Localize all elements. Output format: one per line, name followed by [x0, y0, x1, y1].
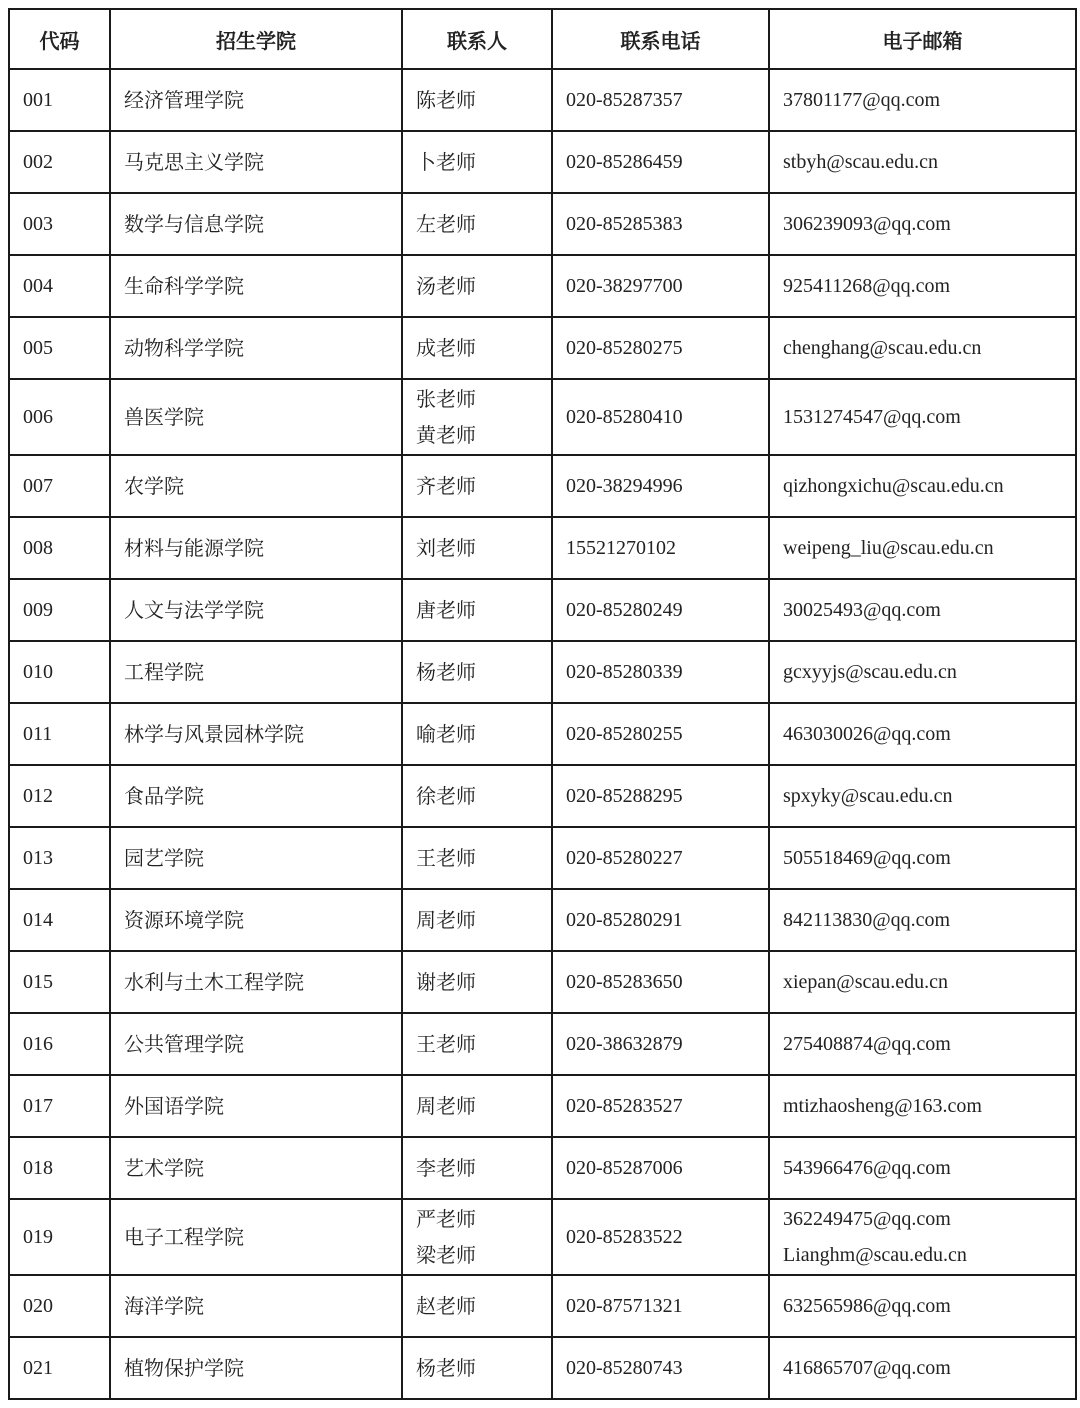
- table-body: [9, 69, 1076, 1399]
- college-name-cell: 人文与法学学院: [110, 579, 402, 641]
- college-code-cell: 010: [9, 641, 110, 703]
- college-name-cell: 数学与信息学院: [110, 193, 402, 255]
- contact-person-cell-line: 周老师: [416, 908, 476, 932]
- table-row: [9, 1013, 1076, 1075]
- header-code: 代码: [9, 9, 110, 69]
- phone-number-cell: 020-85280227: [552, 827, 769, 889]
- contact-person-cell: [402, 455, 552, 517]
- table-row: [9, 1199, 1076, 1275]
- email-address-cell-line: 306239093@qq.com: [783, 213, 951, 235]
- email-address-cell: [769, 255, 1076, 317]
- email-address-cell-line: 37801177@qq.com: [783, 89, 941, 111]
- table-row: [9, 1337, 1076, 1399]
- header-college: 招生学院: [110, 9, 402, 69]
- email-address-cell-line: qizhongxichu@scau.edu.cn: [783, 475, 1004, 497]
- college-name-cell: 园艺学院: [110, 827, 402, 889]
- table-row: [9, 131, 1076, 193]
- email-address-cell-line: stbyh@scau.edu.cn: [783, 151, 939, 173]
- phone-number-cell: 020-85283527: [552, 1075, 769, 1137]
- email-address-cell-line: 416865707@qq.com: [783, 1357, 951, 1379]
- phone-number-cell: 020-85287006: [552, 1137, 769, 1199]
- college-code-cell: 001: [9, 69, 110, 131]
- table-row: [9, 827, 1076, 889]
- college-name-cell: 水利与土木工程学院: [110, 951, 402, 1013]
- contact-person-cell: [402, 951, 552, 1013]
- phone-number-cell: 020-85280255: [552, 703, 769, 765]
- contact-person-cell-line: 谢老师: [416, 970, 476, 994]
- email-address-cell-line: weipeng_liu@scau.edu.cn: [783, 537, 994, 559]
- table-row: [9, 193, 1076, 255]
- college-code-cell: 009: [9, 579, 110, 641]
- contact-person-cell: [402, 193, 552, 255]
- table-row: [9, 1137, 1076, 1199]
- table-row: [9, 317, 1076, 379]
- contact-person-cell: [402, 1199, 552, 1275]
- phone-number-cell: 020-85280743: [552, 1337, 769, 1399]
- contact-person-cell-line: 汤老师: [416, 274, 476, 298]
- contact-person-cell: [402, 579, 552, 641]
- email-address-cell: [769, 1137, 1076, 1199]
- header-contact: 联系人: [402, 9, 552, 69]
- phone-number-cell: 020-38632879: [552, 1013, 769, 1075]
- college-name-cell: 动物科学学院: [110, 317, 402, 379]
- table-row: [9, 579, 1076, 641]
- email-address-cell: [769, 579, 1076, 641]
- college-code-cell: 017: [9, 1075, 110, 1137]
- table-row: [9, 69, 1076, 131]
- contact-person-cell: [402, 641, 552, 703]
- email-address-cell-line: 1531274547@qq.com: [783, 406, 961, 428]
- contact-person-cell-line: 杨老师: [416, 1356, 476, 1380]
- email-address-cell: [769, 641, 1076, 703]
- college-code-cell: 006: [9, 379, 110, 455]
- table-row: [9, 703, 1076, 765]
- email-address-cell-line: 362249475@qq.com: [783, 1208, 951, 1230]
- college-name-cell: 工程学院: [110, 641, 402, 703]
- email-address-cell: [769, 379, 1076, 455]
- college-name-cell: 植物保护学院: [110, 1337, 402, 1399]
- college-name-cell: 林学与风景园林学院: [110, 703, 402, 765]
- contact-person-cell: [402, 1275, 552, 1337]
- contact-person-cell: [402, 1075, 552, 1137]
- contact-person-cell-line: 齐老师: [416, 474, 476, 498]
- college-name-cell: 兽医学院: [110, 379, 402, 455]
- email-address-cell: [769, 1013, 1076, 1075]
- phone-number-cell: 020-85285383: [552, 193, 769, 255]
- email-address-cell-line: mtizhaosheng@163.com: [783, 1095, 982, 1117]
- contact-person-cell-line: 徐老师: [416, 784, 476, 808]
- email-address-cell-line: xiepan@scau.edu.cn: [783, 971, 949, 993]
- contact-person-cell: [402, 889, 552, 951]
- college-code-cell: 005: [9, 317, 110, 379]
- college-code-cell: 016: [9, 1013, 110, 1075]
- email-address-cell: [769, 1337, 1076, 1399]
- email-address-cell-line: chenghang@scau.edu.cn: [783, 337, 982, 359]
- header-email: 电子邮箱: [769, 9, 1076, 69]
- college-code-cell: 021: [9, 1337, 110, 1399]
- college-name-cell: 艺术学院: [110, 1137, 402, 1199]
- table-row: [9, 951, 1076, 1013]
- phone-number-cell: 020-85287357: [552, 69, 769, 131]
- contact-person-cell-line: 喻老师: [416, 722, 476, 746]
- phone-number-cell: 020-85280275: [552, 317, 769, 379]
- contact-person-cell: [402, 827, 552, 889]
- email-address-cell-line: spxyky@scau.edu.cn: [783, 785, 953, 807]
- table-row: [9, 1275, 1076, 1337]
- contact-person-cell-line: 黄老师: [416, 423, 476, 447]
- college-name-cell: 马克思主义学院: [110, 131, 402, 193]
- college-code-cell: 002: [9, 131, 110, 193]
- contact-person-cell-line: 王老师: [416, 1032, 476, 1056]
- contact-person-cell-line: 李老师: [416, 1156, 476, 1180]
- contact-person-cell: [402, 69, 552, 131]
- college-name-cell: 生命科学学院: [110, 255, 402, 317]
- email-address-cell: [769, 1075, 1076, 1137]
- contact-person-cell-line: 严老师: [416, 1207, 476, 1231]
- college-code-cell: 013: [9, 827, 110, 889]
- email-address-cell-line: 842113830@qq.com: [783, 909, 951, 931]
- contact-person-cell-line: 张老师: [416, 387, 476, 411]
- contact-person-cell: [402, 317, 552, 379]
- email-address-cell-line: gcxyyjs@scau.edu.cn: [783, 661, 957, 683]
- contact-person-cell: [402, 379, 552, 455]
- email-address-cell: [769, 455, 1076, 517]
- header-row: [9, 9, 1076, 69]
- email-address-cell-line: 463030026@qq.com: [783, 723, 951, 745]
- table-row: [9, 455, 1076, 517]
- contact-person-cell: [402, 703, 552, 765]
- email-address-cell-line: Lianghm@scau.edu.cn: [783, 1244, 967, 1266]
- contact-person-cell-line: 赵老师: [416, 1294, 476, 1318]
- contact-person-cell-line: 周老师: [416, 1094, 476, 1118]
- contact-person-cell-line: 左老师: [416, 212, 476, 236]
- email-address-cell: [769, 69, 1076, 131]
- phone-number-cell: 15521270102: [552, 517, 769, 579]
- phone-number-cell: 020-38297700: [552, 255, 769, 317]
- phone-number-cell: 020-85280410: [552, 379, 769, 455]
- email-address-cell: [769, 1199, 1076, 1275]
- contact-person-cell-line: 陈老师: [416, 88, 476, 112]
- college-code-cell: 019: [9, 1199, 110, 1275]
- college-code-cell: 018: [9, 1137, 110, 1199]
- contact-person-cell-line: 王老师: [416, 846, 476, 870]
- contact-person-cell-line: 成老师: [416, 336, 476, 360]
- email-address-cell-line: 505518469@qq.com: [783, 847, 951, 869]
- email-address-cell: [769, 827, 1076, 889]
- college-name-cell: 海洋学院: [110, 1275, 402, 1337]
- contact-person-cell: [402, 131, 552, 193]
- college-name-cell: 电子工程学院: [110, 1199, 402, 1275]
- email-address-cell: [769, 889, 1076, 951]
- contact-person-cell-line: 唐老师: [416, 598, 476, 622]
- email-address-cell: [769, 193, 1076, 255]
- contact-person-cell-line: 刘老师: [416, 536, 476, 560]
- college-code-cell: 007: [9, 455, 110, 517]
- email-address-cell: [769, 1275, 1076, 1337]
- college-code-cell: 020: [9, 1275, 110, 1337]
- college-name-cell: 农学院: [110, 455, 402, 517]
- contact-person-cell-line: 杨老师: [416, 660, 476, 684]
- phone-number-cell: 020-87571321: [552, 1275, 769, 1337]
- phone-number-cell: 020-85288295: [552, 765, 769, 827]
- college-contacts-table: [8, 8, 1077, 1400]
- college-name-cell: 公共管理学院: [110, 1013, 402, 1075]
- contact-person-cell: [402, 1337, 552, 1399]
- email-address-cell: [769, 765, 1076, 827]
- email-address-cell-line: 632565986@qq.com: [783, 1295, 951, 1317]
- contact-person-cell-line: 梁老师: [416, 1243, 476, 1267]
- college-name-cell: 资源环境学院: [110, 889, 402, 951]
- college-name-cell: 材料与能源学院: [110, 517, 402, 579]
- college-code-cell: 012: [9, 765, 110, 827]
- college-name-cell: 外国语学院: [110, 1075, 402, 1137]
- table-row: [9, 889, 1076, 951]
- email-address-cell: [769, 517, 1076, 579]
- email-address-cell-line: 543966476@qq.com: [783, 1157, 951, 1179]
- college-name-cell: 经济管理学院: [110, 69, 402, 131]
- phone-number-cell: 020-85280249: [552, 579, 769, 641]
- phone-number-cell: 020-85280339: [552, 641, 769, 703]
- contact-person-cell: [402, 1013, 552, 1075]
- email-address-cell-line: 275408874@qq.com: [783, 1033, 951, 1055]
- email-address-cell-line: 925411268@qq.com: [783, 275, 951, 297]
- phone-number-cell: 020-85283650: [552, 951, 769, 1013]
- table-row: [9, 765, 1076, 827]
- college-code-cell: 003: [9, 193, 110, 255]
- college-code-cell: 014: [9, 889, 110, 951]
- college-code-cell: 011: [9, 703, 110, 765]
- contact-person-cell: [402, 255, 552, 317]
- header-phone: 联系电话: [552, 9, 769, 69]
- college-name-cell: 食品学院: [110, 765, 402, 827]
- phone-number-cell: 020-85286459: [552, 131, 769, 193]
- phone-number-cell: 020-85280291: [552, 889, 769, 951]
- college-code-cell: 015: [9, 951, 110, 1013]
- email-address-cell: [769, 703, 1076, 765]
- table-row: [9, 517, 1076, 579]
- table-row: [9, 379, 1076, 455]
- college-code-cell: 008: [9, 517, 110, 579]
- table-row: [9, 641, 1076, 703]
- email-address-cell: [769, 131, 1076, 193]
- contact-person-cell: [402, 517, 552, 579]
- email-address-cell: [769, 951, 1076, 1013]
- phone-number-cell: 020-85283522: [552, 1199, 769, 1275]
- email-address-cell: [769, 317, 1076, 379]
- college-code-cell: 004: [9, 255, 110, 317]
- email-address-cell-line: 30025493@qq.com: [783, 599, 941, 621]
- contact-person-cell: [402, 1137, 552, 1199]
- table-row: [9, 255, 1076, 317]
- contact-person-cell: [402, 765, 552, 827]
- contact-person-cell-line: 卜老师: [416, 150, 476, 174]
- phone-number-cell: 020-38294996: [552, 455, 769, 517]
- table-row: [9, 1075, 1076, 1137]
